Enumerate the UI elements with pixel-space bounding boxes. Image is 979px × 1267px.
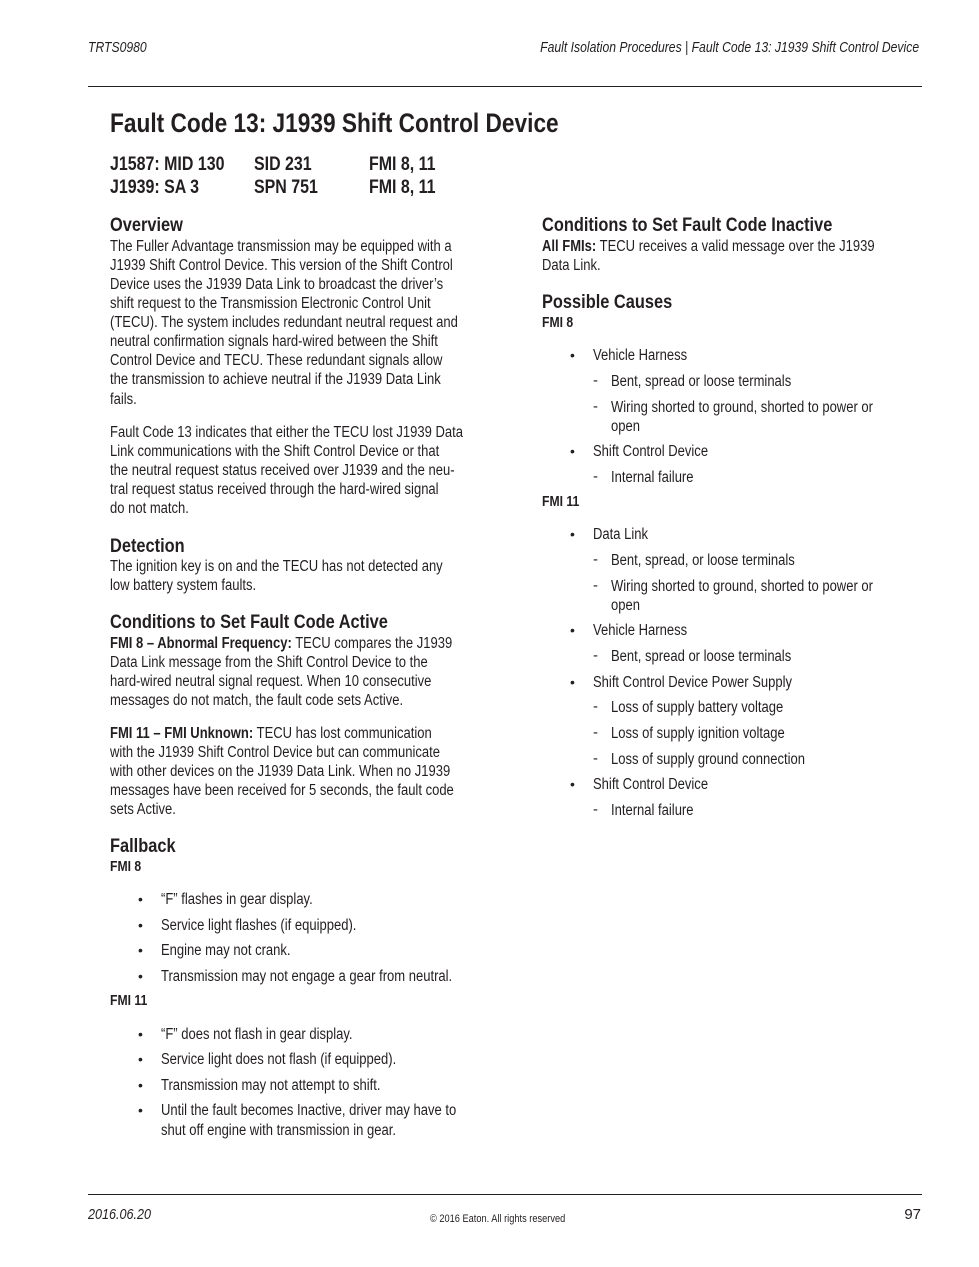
sub-list-item: Bent, spread or loose terminals — [611, 648, 792, 665]
active-fmi11-label: FMI 11 – FMI Unknown: — [110, 725, 254, 742]
list-item: Transmission may not attempt to shift. — [161, 1077, 381, 1094]
list-item: Data Link — [593, 526, 649, 543]
code-sid: SID 231 — [254, 154, 312, 175]
header-doc-id: TRTS0980 — [88, 40, 147, 56]
bullet-icon: • — [138, 968, 143, 984]
bullet-icon: • — [570, 443, 575, 459]
bullet-icon: • — [570, 622, 575, 638]
list-item: Engine may not crank. — [161, 942, 291, 959]
detection-text-line: The ignition key is on and the TECU has not detected any — [110, 558, 443, 575]
dash-icon: - — [593, 750, 598, 767]
list-item-continuation: shut off engine with transmission in gear. — [161, 1122, 396, 1139]
footer-rule — [88, 1194, 922, 1195]
bullet-icon: • — [138, 1026, 143, 1042]
sub-list-item: Loss of supply ground connection — [611, 751, 805, 768]
fallback-fmi11-label: FMI 11 — [110, 993, 148, 1009]
bullet-icon: • — [138, 942, 143, 958]
bullet-icon: • — [570, 526, 575, 542]
dash-icon: - — [593, 801, 598, 818]
bullet-icon: • — [138, 917, 143, 933]
list-item: Until the fault becomes Inactive, driver may have to — [161, 1102, 457, 1119]
detection-text-line: low battery system faults. — [110, 577, 257, 594]
inactive-text: All FMIs: TECU receives a valid message over the J1939 — [542, 238, 875, 255]
sub-list-item: Wiring shorted to ground, shorted to power or — [611, 399, 873, 416]
list-item: Service light does not flash (if equipped). — [161, 1051, 397, 1068]
sub-list-item: Internal failure — [611, 469, 694, 486]
causes-fmi8-label: FMI 8 — [542, 315, 574, 331]
sub-list-item: Bent, spread, or loose terminals — [611, 552, 795, 569]
code-spn: SPN 751 — [254, 177, 318, 198]
footer-copyright: © 2016 Eaton. All rights reserved — [430, 1213, 566, 1225]
active-heading: Conditions to Set Fault Code Active — [110, 611, 388, 633]
active-fmi8-label: FMI 8 – Abnormal Frequency: — [110, 635, 292, 652]
list-item: Shift Control Device — [593, 443, 709, 460]
causes-heading: Possible Causes — [542, 291, 673, 313]
dash-icon: - — [593, 724, 598, 741]
sub-list-item-continuation: open — [611, 418, 640, 435]
dash-icon: - — [593, 468, 598, 485]
sub-list-item: Bent, spread or loose terminals — [611, 373, 792, 390]
bullet-icon: • — [138, 1077, 143, 1093]
list-item: Shift Control Device Power Supply — [593, 674, 793, 691]
causes-fmi11-label: FMI 11 — [542, 494, 580, 510]
code-fmi-j1587: FMI 8, 11 — [369, 154, 436, 175]
bullet-icon: • — [570, 776, 575, 792]
dash-icon: - — [593, 398, 598, 415]
code-j1587: J1587: MID 130 — [110, 154, 225, 175]
header-section-title: Fault Isolation Procedures | Fault Code 13: J1939 Shift Control Device — [540, 40, 919, 56]
bullet-icon: • — [570, 347, 575, 363]
list-item: “F” does not flash in gear display. — [161, 1026, 353, 1043]
fallback-fmi8-label: FMI 8 — [110, 859, 142, 875]
sub-list-item: Internal failure — [611, 802, 694, 819]
page-title: Fault Code 13: J1939 Shift Control Device — [110, 108, 559, 138]
dash-icon: - — [593, 698, 598, 715]
sub-list-item: Loss of supply battery voltage — [611, 699, 784, 716]
list-item: Service light flashes (if equipped). — [161, 917, 357, 934]
inactive-label: All FMIs: — [542, 238, 597, 255]
bullet-icon: • — [138, 1051, 143, 1067]
header-rule — [88, 86, 922, 87]
bullet-icon: • — [138, 891, 143, 907]
code-j1939: J1939: SA 3 — [110, 177, 200, 198]
active-fmi11-text: FMI 11 – FMI Unknown: TECU has lost communication — [110, 725, 432, 742]
detection-heading: Detection — [110, 535, 185, 557]
dash-icon: - — [593, 647, 598, 664]
list-item: Vehicle Harness — [593, 622, 688, 639]
bullet-icon: • — [570, 674, 575, 690]
dash-icon: - — [593, 551, 598, 568]
overview-heading: Overview — [110, 214, 183, 236]
active-fmi8-text: FMI 8 – Abnormal Frequency: TECU compares the J1939 — [110, 635, 453, 652]
code-fmi-j1939: FMI 8, 11 — [369, 177, 436, 198]
dash-icon: - — [593, 372, 598, 389]
footer-date: 2016.06.20 — [88, 1206, 152, 1223]
list-item: “F” flashes in gear display. — [161, 891, 313, 908]
fallback-heading: Fallback — [110, 835, 176, 857]
sub-list-item-continuation: open — [611, 597, 640, 614]
list-item: Vehicle Harness — [593, 347, 688, 364]
list-item: Transmission may not engage a gear from neutral. — [161, 968, 453, 985]
page-number: 97 — [904, 1206, 921, 1223]
inactive-heading: Conditions to Set Fault Code Inactive — [542, 214, 833, 236]
list-item: Shift Control Device — [593, 776, 709, 793]
sub-list-item: Loss of supply ignition voltage — [611, 725, 785, 742]
sub-list-item: Wiring shorted to ground, shorted to power or — [611, 578, 873, 595]
dash-icon: - — [593, 577, 598, 594]
bullet-icon: • — [138, 1102, 143, 1118]
